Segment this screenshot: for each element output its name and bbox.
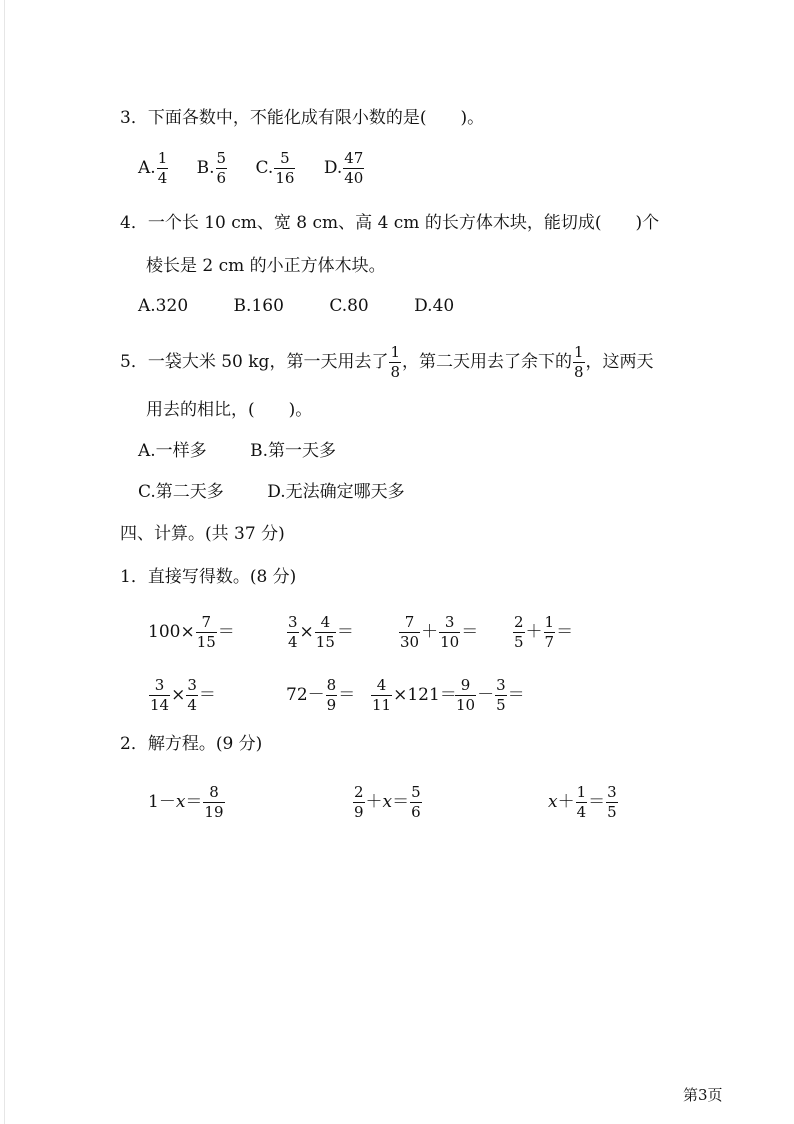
option-b: B.第一天多 — [250, 441, 336, 461]
equals-sign: ＝ — [392, 792, 410, 812]
operator: × — [299, 622, 314, 642]
numerator: 47 — [344, 149, 364, 167]
expr-text: 100× — [148, 622, 195, 642]
option-c — [255, 149, 297, 187]
expr-1 — [148, 614, 235, 651]
numerator: 9 — [460, 676, 471, 694]
equals-sign: ＝ — [185, 792, 203, 812]
expr-text: ×121＝ — [393, 685, 457, 705]
denominator: 6 — [216, 169, 227, 187]
expr-5 — [148, 677, 216, 714]
numerator: 7 — [404, 613, 415, 631]
question-4-line1: 4．一个长 10 cm、宽 8 cm、高 4 cm 的长方体木块，能切成( )个 — [120, 213, 660, 233]
denominator: 4 — [187, 696, 197, 714]
fraction — [353, 784, 365, 821]
denominator: 16 — [275, 169, 295, 187]
operator: ＋ — [525, 622, 543, 642]
denominator: 5 — [514, 633, 524, 651]
question-5-options-row1 — [138, 441, 336, 461]
equation-3 — [548, 784, 619, 821]
numerator: 3 — [496, 676, 506, 694]
question-5-part3: ，这两天 — [585, 352, 654, 372]
numerator: 1 — [390, 343, 400, 361]
fraction — [343, 150, 364, 187]
equation-2 — [352, 784, 423, 821]
expr-8 — [454, 677, 525, 714]
option-label: A. — [138, 158, 156, 178]
numerator: 2 — [514, 613, 524, 631]
fraction — [371, 677, 392, 714]
equals-sign: ＝ — [198, 685, 216, 705]
fraction — [544, 614, 556, 651]
option-c: C.80 — [329, 296, 369, 316]
denominator: 40 — [344, 169, 364, 187]
expr-2 — [286, 614, 354, 651]
page-edge-line — [4, 0, 5, 1124]
fraction — [186, 677, 198, 714]
fraction — [157, 150, 169, 187]
denominator: 4 — [288, 633, 298, 651]
equals-sign: ＝ — [556, 622, 574, 642]
option-c: C.第二天多 — [138, 482, 224, 502]
question-3-text: 3．下面各数中，不能化成有限小数的是( )。 — [120, 108, 485, 128]
option-b — [196, 149, 228, 187]
fraction — [399, 614, 420, 651]
denominator: 15 — [315, 633, 335, 651]
fraction — [287, 614, 299, 651]
fraction — [576, 784, 588, 821]
equals-sign: ＝ — [588, 792, 606, 812]
equals-sign: ＝ — [338, 685, 356, 705]
denominator: 10 — [456, 696, 476, 714]
numerator: 4 — [376, 676, 387, 694]
equals-sign: ＝ — [507, 685, 525, 705]
expr-4 — [512, 614, 573, 651]
option-label: B. — [196, 158, 215, 178]
expr-text: 72－ — [286, 685, 325, 705]
fraction — [495, 677, 507, 714]
option-b: B.160 — [233, 296, 284, 316]
fraction — [149, 677, 170, 714]
denominator: 8 — [390, 363, 400, 381]
numerator: 8 — [209, 783, 219, 801]
option-d: D.40 — [414, 296, 455, 316]
variable-x: x — [175, 792, 186, 812]
option-a: A.320 — [138, 296, 189, 316]
equals-sign: ＝ — [461, 622, 479, 642]
fraction — [274, 150, 295, 187]
variable-x: x — [548, 792, 558, 812]
question-5-part1: 5．一袋大米 50 kg，第一天用去了 — [120, 352, 389, 372]
equals-sign: ＝ — [217, 622, 235, 642]
numerator: 8 — [326, 676, 337, 694]
operator: － — [477, 685, 495, 705]
operator: ＋ — [557, 792, 575, 812]
page-number: 第3页 — [683, 1086, 723, 1104]
denominator: 19 — [204, 803, 224, 821]
denominator: 8 — [574, 363, 584, 381]
numerator: 4 — [320, 613, 331, 631]
expr-6 — [286, 677, 355, 714]
numerator: 1 — [576, 783, 587, 801]
fraction — [513, 614, 525, 651]
numerator: 5 — [411, 783, 421, 801]
fraction — [196, 614, 217, 651]
fraction — [203, 784, 224, 821]
fraction — [606, 784, 618, 821]
denominator: 11 — [372, 696, 392, 714]
fraction — [439, 614, 460, 651]
denominator: 9 — [354, 803, 364, 821]
section-4-title: 四、计算。(共 37 分) — [120, 524, 285, 544]
denominator: 4 — [157, 169, 168, 187]
denominator: 10 — [440, 633, 460, 651]
numerator: 5 — [280, 149, 290, 167]
operator: ＋ — [421, 622, 439, 642]
option-a: A.一样多 — [138, 441, 207, 461]
question-4-options — [138, 296, 454, 316]
fraction — [410, 784, 422, 821]
question-5-line1 — [120, 344, 654, 381]
expr-7 — [370, 677, 457, 714]
operator: × — [171, 685, 186, 705]
option-label: D. — [323, 158, 343, 178]
fraction — [326, 677, 338, 714]
denominator: 30 — [400, 633, 420, 651]
numerator: 3 — [607, 783, 617, 801]
numerator: 3 — [444, 613, 455, 631]
fraction — [455, 677, 476, 714]
denominator: 9 — [326, 696, 337, 714]
numerator: 2 — [354, 783, 364, 801]
equals-sign: ＝ — [336, 622, 354, 642]
option-d: D.无法确定哪天多 — [267, 482, 405, 502]
option-d — [323, 149, 366, 187]
option-label: C. — [255, 158, 274, 178]
numerator: 3 — [187, 676, 197, 694]
numerator: 7 — [201, 613, 212, 631]
question-5-line2: 用去的相比，( )。 — [146, 400, 313, 420]
denominator: 15 — [196, 633, 216, 651]
denominator: 6 — [411, 803, 421, 821]
equation-1 — [148, 784, 226, 821]
fraction — [573, 344, 585, 381]
numerator: 1 — [544, 613, 555, 631]
calc-2-title: 2．解方程。(9 分) — [120, 734, 263, 754]
fraction — [389, 344, 401, 381]
question-4-line2: 棱长是 2 cm 的小正方体木块。 — [146, 256, 386, 276]
denominator: 5 — [496, 696, 506, 714]
expr-text: 1－ — [148, 792, 176, 812]
question-5-part2: ，第二天用去了余下的 — [402, 352, 572, 372]
denominator: 7 — [544, 633, 555, 651]
numerator: 3 — [154, 676, 165, 694]
fraction — [315, 614, 336, 651]
option-a — [138, 149, 169, 187]
numerator: 3 — [288, 613, 298, 631]
denominator: 4 — [576, 803, 587, 821]
calc-1-title: 1．直接写得数。(8 分) — [120, 567, 297, 587]
fraction — [216, 150, 228, 187]
numerator: 1 — [157, 149, 168, 167]
expr-3 — [398, 614, 478, 651]
numerator: 5 — [216, 149, 227, 167]
operator: ＋ — [365, 792, 383, 812]
variable-x: x — [382, 792, 393, 812]
denominator: 5 — [607, 803, 617, 821]
question-5-options-row2 — [138, 482, 405, 502]
question-3-options — [138, 150, 365, 187]
numerator: 1 — [574, 343, 584, 361]
denominator: 14 — [150, 696, 170, 714]
